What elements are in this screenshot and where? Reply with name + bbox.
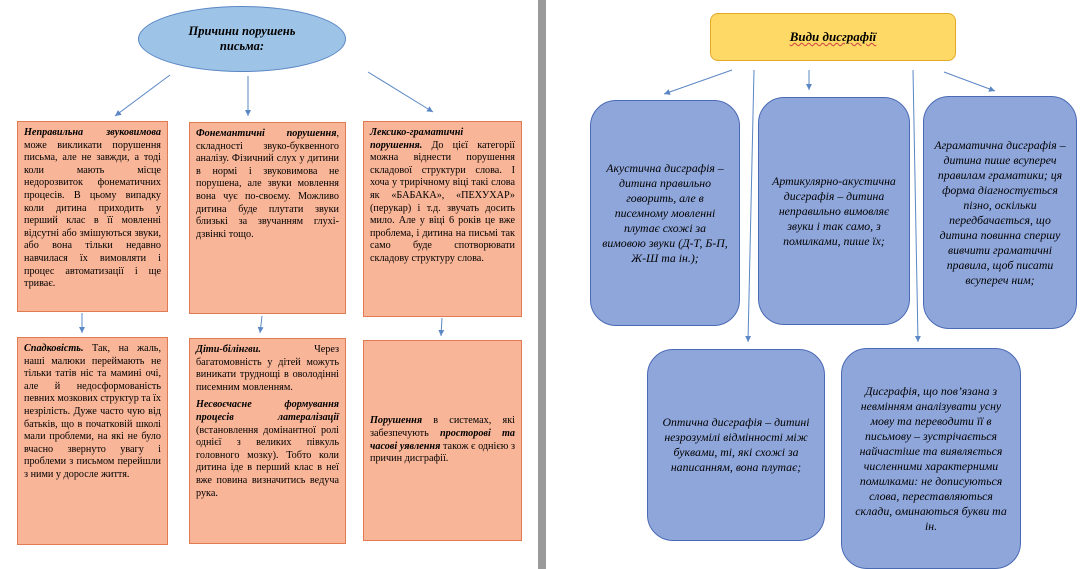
causes-title-ellipse xyxy=(138,6,346,72)
dysgraphia-types-title-box xyxy=(710,13,956,61)
card-agrammatical: Аграматична дисграфія – дитина пише всупереч правилам граматики; ця форма діагностується пізно, оскільки передбачається, що дитина повинна спершу вивчити граматичні правила, щоб писати всупереч ним; xyxy=(923,96,1077,329)
cause-box-spatial-temporal: Порушення в системах, які забезпечують просторові та часові уявлення також є однією з причин дисграфії. xyxy=(363,340,522,541)
lateralization-paragraph: Несвоєчасне формування процесів латералізації (встановлення домінантної ролі однієї з великих півкуль головного мозку). Тобто коли дитина іде в перший клас в неї вже повина визначитись ведуча рука. xyxy=(196,399,339,499)
card-analysis-speech: Дисграфія, що пов’язана з невмінням аналізувати усну мову та переводити її в письмову – зустрічається найчастіше та виявляється численними характерними помилками: не дописуються слова, переставляються склади, оминаються букви та ін. xyxy=(841,348,1021,569)
card-articulatory-acoustic: Артикулярно-акустична дисграфія – дитина неправильно вимовляє звуки і так само, з помилками, пише їх; xyxy=(758,97,910,325)
cause-box-bilingual: Діти-білінгви. Через багатомовність у дітей можуть виникати труднощі в оволодінні писемним мовленням. Несвоєчасне формування процесів латералізації (встановлення домінантної ролі однієї з великих півкуль головного мозку). Тобто коли дитина іде в перший клас в неї вже повина визначитись ведуча рука. xyxy=(189,338,346,544)
dysgraphia-types-title: Види дисграфії xyxy=(789,29,877,44)
cause-box-phonemic: Фонемантичні порушення, складності звуко-буквенного аналізу. Фізичний слух у дитини в нормі і звуковимова не порушена, але звуки мовлення вона чує по-своєму. Можливо дитина буде плутати звуки близькі за звучанням глухі-дзвінкі тощо. xyxy=(189,122,346,314)
cause-box-lexical-grammatical: Лексико-граматичні порушення. До цієї категорії можна віднести порушення складової структури слова. І хоча у трирічному віці такі слова як «БАБАКА», «ПЕХУХАР» (перукар) і т.д. звучать досить мило. Але у віці 6 років це вже проблема, і дитина на письмі так само буде спотворювати складову структуру слова. xyxy=(363,121,522,317)
causes-title: Причини порушень письма: xyxy=(188,24,296,53)
cause-box-heredity: Спадковість. Так, на жаль, наші малюки переймають не тільки татів ніс та мамині очі, але й недосформованість певних мозкових структур та їх незрілість. Дуже часто чую від батьків, що в початковій школі мали проблеми, на які не було вчасно звернуто увагу і проблеми з письмом перейшли з ними у доросле життя. xyxy=(17,337,168,545)
card-optical: Оптична дисграфія – дитині незрозумілі відмінності між буквами, ті, які схожі за написанням, вона плутає; xyxy=(647,349,825,541)
cause-box-sound-pronunciation: Неправильна звуковимова може викликати порушення письма, але не завжди, а тоді коли мають місце недорозвиток фонематичних процесів. В цьому випадку коли дитина приходить у перший клас в її мовленні відсутні або змішуються звуки, або вона тільки недавно навчилася їх вимовляти і процес автоматизації і ще триває. xyxy=(17,121,168,312)
card-acoustic: Акустична дисграфія – дитина правильно говорить, але в писемному мовленні плутає схожі за вимовою звуки (Д-Т, Б-П, Ж-Ш та ін.); xyxy=(590,100,740,326)
